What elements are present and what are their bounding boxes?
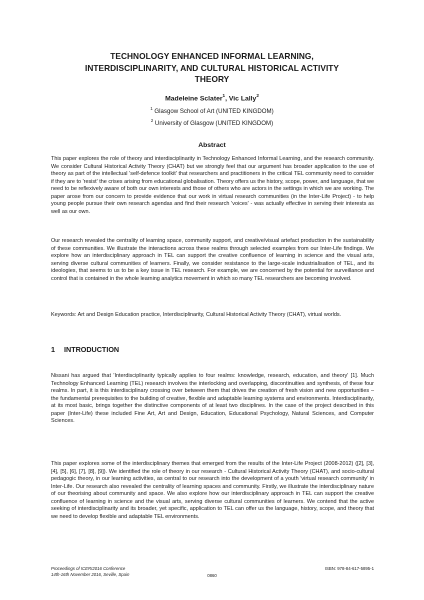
introduction-paragraph-1: Nissani has argued that 'Interdisciplinarity typically applies to four realms: knowledge, research, education, and theory' [1]. Much Technology Enhanced Learning (TEL) research involves the interlocking and overlapping, discontinuities and synthesis, of these four realms. In part, it is this interdisciplinary crossing over between them that drives the creation of fresh vision and new opportunities – the fundamental prerequisites to the building of creative, flexible and adaptable learning systems and environments. Interdisciplinarity, at its most basic, brings together the distinctive components of at least two disciplines. In the case of the project described in this paper (Inter-Life) these included Fine Art, Art and Design, Education, Educational Psychology, Natural Sciences, and Computer Sciences. <box>51 373 374 425</box>
footer-conference-line-1: Proceedings of ICERI2016 Conference <box>51 566 126 571</box>
keywords: Keywords: Art and Design Education practice, Interdisciplinarity, Cultural Historical Activity Theory (CHAT), virtual worlds. <box>51 312 342 318</box>
title-line-2: INTERDISCIPLINARITY, AND CULTURAL HISTORICAL ACTIVITY <box>84 62 340 73</box>
section-heading-introduction <box>51 345 119 354</box>
page-number: 0860 <box>207 573 217 578</box>
title-line-1: TECHNOLOGY ENHANCED INFORMAL LEARNING, <box>110 51 314 61</box>
author-1-affil-mark: 1 <box>222 93 226 98</box>
affiliation-1-mark: 1 <box>150 106 153 111</box>
title-line-3: THEORY <box>194 74 230 84</box>
author-separator: , <box>225 95 229 103</box>
abstract-paragraph-1: This paper explores the role of theory and interdisciplinarity in Technology Enhanced Informal Learning, and the research community. We consider Cultural Historical Activity Theory (CHAT) but we strongly feel that our argument has broader application to the use of theory as part of the intellectual 'self-defence toolkit' that researchers and practitioners in the critical TEL community need to consider if they are to 'resist' the crises arising from educational globalisation. Theory offers us the history, scope, power, and language, that we need to be reflexively aware of both our own interests and those of others who are actors in the settings in which we are working. The paper arose from our concern to provide evidence that our work in virtual research communities (in the Inter-Life Project) - to help young people pursue their own research agendas and find their research 'voices' - was actually effective in serving their interests as well as our own. <box>51 156 374 215</box>
section-title: INTRODUCTION <box>64 345 120 354</box>
author-list <box>40 91 384 103</box>
author-2-affil-mark: 2 <box>256 93 259 98</box>
introduction-paragraph-2: This paper explores some of the interdisciplinary themes that emerged from the results of the Inter-Life Project (2008-2012) ([2], [3], [4], [5], [6], [7], [8], [9]). We identified the role of theory in our research - Cultural Historical Activity Theory (CHAT), and socio-cultural pedagogic theory, in our learning activities, as central to our research into the development of a youth 'virtual research community' in Inter-Life. Our research also revealed the centrality of learning spaces and community. Firstly, we illustrate the interdisciplinary nature of our theorising about community and space. We also explore how our interdisciplinary approach in TEL can support the creative confluence of learning in science and the visual arts, serving diverse cultural communities of learners. We contend that the active seeking of interdisciplinarity and its broader, yet specific, application to TEL can offer us the language, history, scope, and theory that we need to develop flexible and adaptable TEL environments. <box>51 461 374 520</box>
footer-isbn: ISBN: 978-84-617-5895-1 <box>324 566 374 571</box>
affiliation-2-text: University of Glasgow (UNITED KINGDOM) <box>153 120 274 128</box>
author-2: Vic Lally <box>228 95 257 103</box>
affiliation-2 <box>40 116 384 128</box>
section-number: 1 <box>51 345 55 354</box>
author-1: Madeleine Sclater <box>165 95 223 103</box>
affiliation-1-text: Glasgow School of Art (UNITED KINGDOM) <box>152 108 274 116</box>
affiliation-2-mark: 2 <box>150 118 154 124</box>
abstract-paragraph-2: Our research revealed the centrality of learning space, community support, and creative/visual artefact production in the sustainability of these communities. We illustrate the interactions across these realms through selected examples from our Inter-Life findings. We explore how an interdisciplinary approach in TEL can support the creative confluence of learning in science and the visual arts, serving diverse cultural communities of learners. Finally, we consider resistance to the large-scale industrialisation of TEL, and its ideologies, that seems to us to be a key issue in TEL research. For example, we are concerned by the potential for surveillance and control that is contained in the whole learning analytics movement in which so many TEL researchers are becoming involved. <box>51 238 374 282</box>
abstract-heading: Abstract <box>198 142 226 149</box>
affiliations <box>40 104 384 129</box>
affiliation-1 <box>40 104 384 116</box>
footer-conference-line-2: 14th-16th November 2016, Seville, Spain <box>51 571 130 577</box>
paper-title <box>40 51 384 86</box>
